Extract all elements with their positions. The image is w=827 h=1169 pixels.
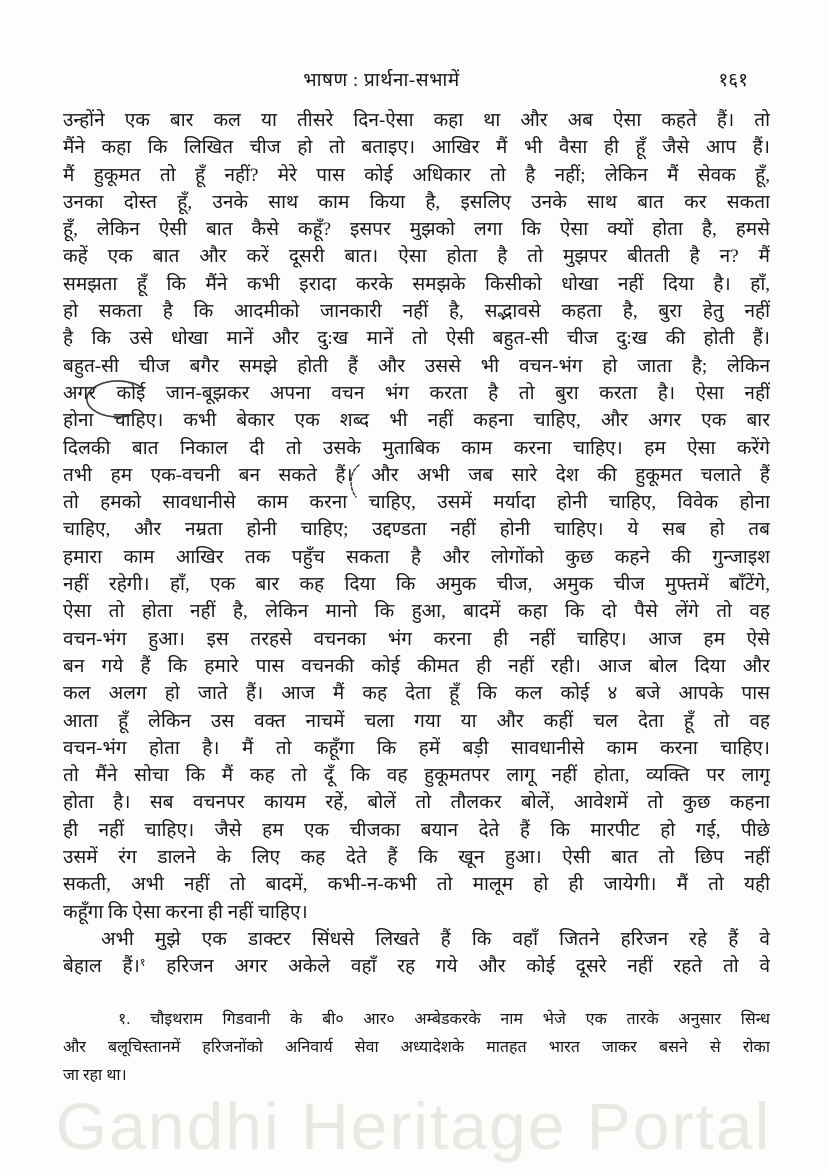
text-line: उनका दोस्त हूँ, उनके साथ काम किया है, इसलिए उनके साथ बात कर सकता <box>63 191 770 213</box>
text-line: उसमें रंग डालने के लिए कह देते हैं कि खून हुआ। ऐसी बात तो छिप नहीं <box>63 847 770 869</box>
text-line: अगर कोई जान-बूझकर अपना वचन भंग करता है तो बुरा करता है। ऐसा नहीं <box>63 382 770 404</box>
footnote-line: जा रहा था। <box>63 1067 127 1084</box>
text-line: तो मैंने सोचा कि मैं कह तो दूँ कि वह हुकूमतपर लागू नहीं होता, व्यक्ति पर लागू <box>63 765 770 787</box>
text-line: कहूँगा कि ऐसा करना ही नहीं चाहिए। <box>63 901 308 923</box>
text-line: अभी मुझे एक डाक्टर सिंधसे लिखते हैं कि वहाँ जितने हरिजन रहे हैं वे <box>101 928 770 950</box>
text-line: वचन-भंग हुआ। इस तरहसे वचनका भंग करना ही नहीं चाहिए। आज हम ऐसे <box>63 628 770 650</box>
text-line: नहीं रहेगी। हाँ, एक बार कह दिया कि अमुक चीज, अमुक चीज मुफ्तमें बाँटेंगे, <box>63 574 770 596</box>
text-line: ऐसा तो होता नहीं है, लेकिन मानो कि हुआ, बादमें कहा कि दो पैसे लेंगे तो वह <box>63 601 770 623</box>
text-line: समझता हूँ कि मैंने कभी इरादा करके समझके किसीको धोखा नहीं दिया है। हाँ, <box>63 273 770 295</box>
text-line: आता हूँ लेकिन उस वक्त नाचमें चला गया या और कहीं चल देता हूँ तो वह <box>63 710 770 732</box>
text-line <box>63 953 770 980</box>
footnote-line: और बलूचिस्तानमें हरिजनोंको अनिवार्य सेवा अध्यादेशके मातहत भारत जाकर बसने से रोका <box>63 1039 770 1056</box>
text-line: तभी हम एक-वचनी बन सकते हैं। और अभी जब सारे देश की हुकूमत चलाते हैं <box>63 464 770 486</box>
text-line: होना चाहिए। कभी बेकार एक शब्द भी नहीं कहना चाहिए, और अगर एक बार <box>63 410 770 432</box>
footnote-ref-marker: १ <box>139 957 146 970</box>
text-line: ही नहीं चाहिए। जैसे हम एक चीजका बयान देते हैं कि मारपीट हो गई, पीछे <box>63 819 770 841</box>
text-line: होता है। सब वचनपर कायम रहें, बोलें तो तौलकर बोलें, आवेशमें तो कुछ कहना <box>63 792 770 814</box>
text-line: सकती, अभी नहीं तो बादमें, कभी-न-कभी तो मालूम हो ही जायेगी। मैं तो यही <box>63 874 770 896</box>
text-line: हमारा काम आखिर तक पहुँच सकता है और लोगोंको कुछ कहने की गुन्जाइश <box>63 546 770 568</box>
text-line: चाहिए, और नम्रता होनी चाहिए; उद्दण्डता नहीं होनी चाहिए। ये सब हो तब <box>63 519 770 541</box>
page-header <box>63 66 770 96</box>
footnote-line: १. चौइथराम गिडवानी के बी० आर० अम्बेडकरके नाम भेजे एक तारके अनुसार सिन्ध <box>118 1011 770 1028</box>
footnote <box>63 1006 770 1090</box>
text-line: बहुत-सी चीज बगैर समझे होती हैं और उससे भी वचन-भंग हो जाता है; लेकिन <box>63 355 770 377</box>
text-line: है कि उसे धोखा मानें और दु:ख मानें तो ऐसी बहुत-सी चीज दु:ख की होती हैं। <box>63 328 770 350</box>
text-line: वचन-भंग होता है। मैं तो कहूँगा कि हमें बड़ी सावधानीसे काम करना चाहिए। <box>63 737 770 759</box>
watermark: Gandhi Heritage Portal <box>55 1089 772 1163</box>
text-line: कल अलग हो जाते हैं। आज मैं कह देता हूँ कि कल कोई ४ बजे आपके पास <box>63 683 770 705</box>
body-text <box>63 107 770 981</box>
text-segment: बेहाल हैं। <box>63 956 140 978</box>
text-line: मैंने कहा कि लिखित चीज हो तो बताइए। आखिर मैं भी वैसा ही हूँ जैसे आप हैं। <box>63 137 770 159</box>
text-line: बन गये हैं कि हमारे पास वचनकी कोई कीमत ही नहीं रही। आज बोल दिया और <box>63 655 770 677</box>
text-line: दिलकी बात निकाल दी तो उसके मुताबिक काम करना चाहिए। हम ऐसा करेंगे <box>63 437 770 459</box>
text-segment: हरिजन अगर अकेले वहाँ रह गये और कोई दूसरे नहीं रहते तो वे <box>166 956 770 978</box>
text-line: मैं हुकूमत तो हूँ नहीं? मेरे पास कोई अधिकार तो है नहीं; लेकिन मैं सेवक हूँ, <box>63 164 770 186</box>
text-line: उन्होंने एक बार कल या तीसरे दिन-ऐसा कहा था और अब ऐसा कहते हैं। तो <box>63 110 770 131</box>
text-line: तो हमको सावधानीसे काम करना चाहिए, उसमें मर्यादा होनी चाहिए, विवेक होना <box>63 492 770 514</box>
text-line: कहें एक बात और करें दूसरी बात। ऐसा होता है तो मुझपर बीतती है न? मैं <box>63 246 770 268</box>
running-title: भाषण : प्रार्थना-सभामें <box>303 70 460 91</box>
text-line: हूँ, लेकिन ऐसी बात कैसे कहूँ? इसपर मुझको लगा कि ऐसा क्यों होता है, हमसे <box>63 219 770 241</box>
text-line: हो सकता है कि आदमीको जानकारी नहीं है, सद्भावसे कहता है, बुरा हेतु नहीं <box>63 301 770 323</box>
page-number: १६१ <box>718 70 748 91</box>
